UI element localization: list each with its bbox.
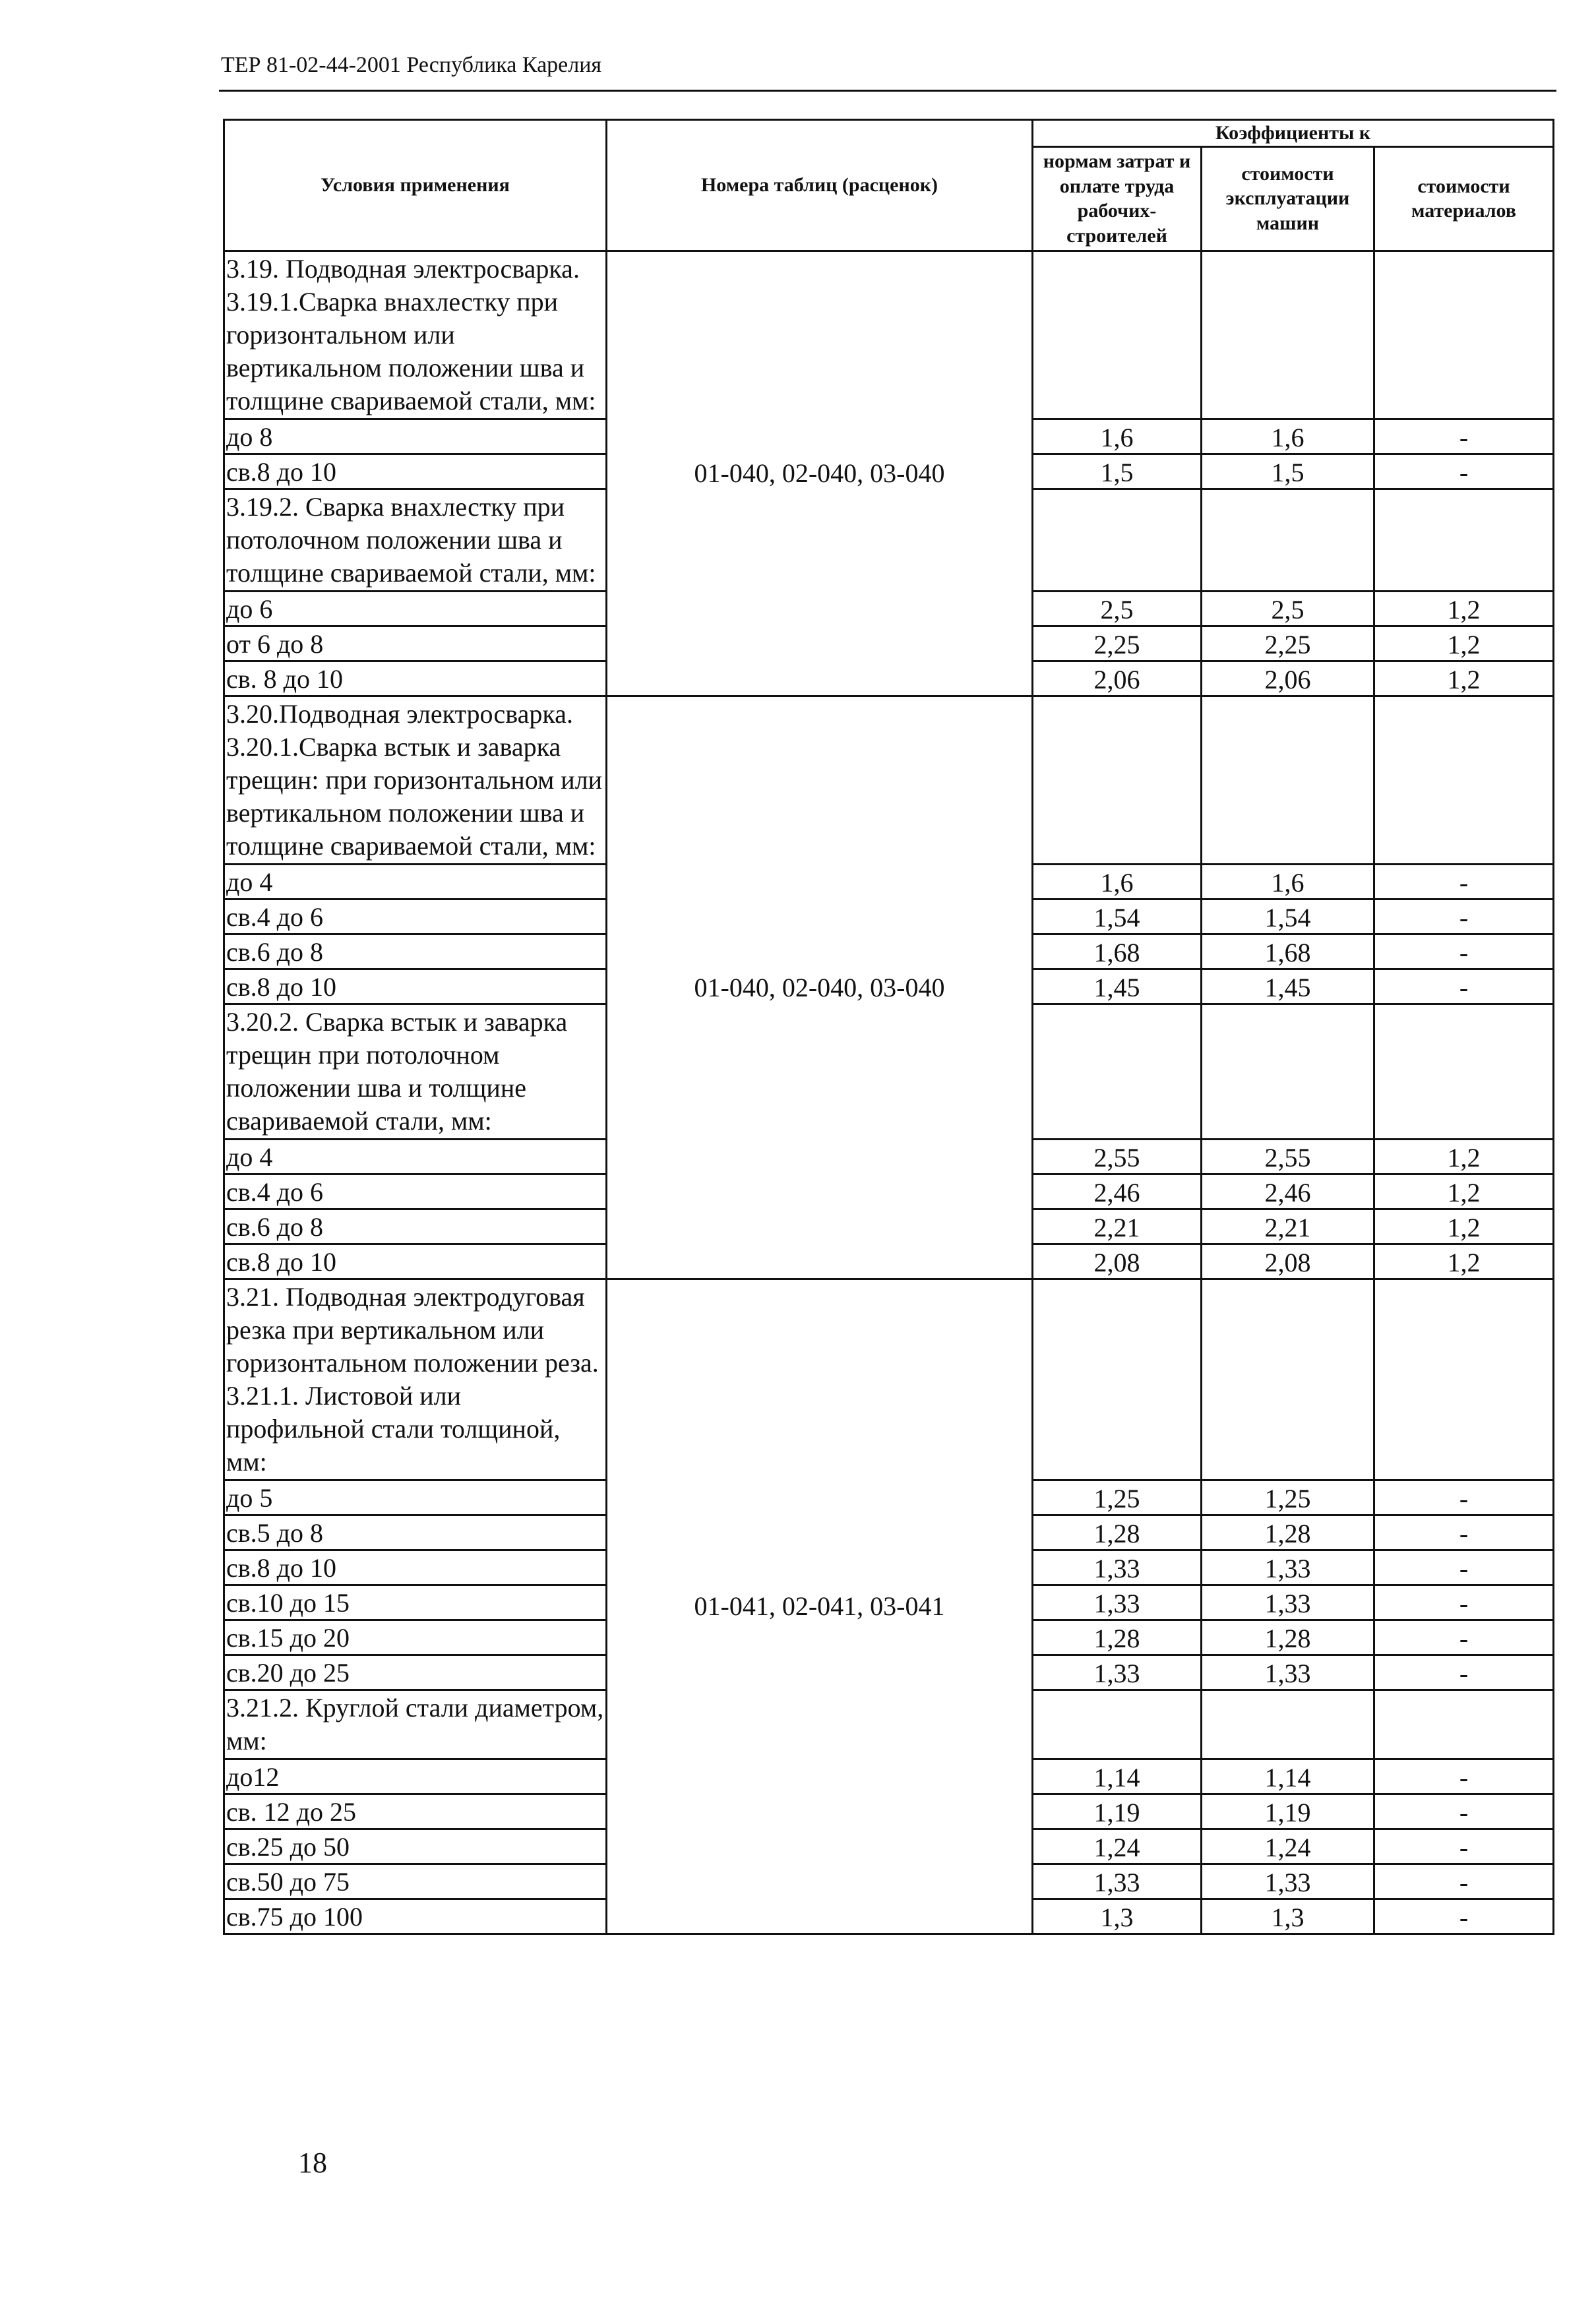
machines-coefficient-cell: 1,68	[1202, 934, 1374, 969]
labor-coefficient-cell	[1033, 251, 1202, 419]
condition-cell: 3.21.2. Круглой стали диаметром, мм:	[224, 1690, 607, 1759]
materials-coefficient-cell: 1,2	[1374, 1139, 1554, 1174]
machines-coefficient-cell: 2,25	[1202, 626, 1374, 661]
condition-cell: до 4	[224, 1139, 607, 1174]
labor-coefficient-cell: 1,28	[1033, 1620, 1202, 1655]
page-number: 18	[298, 2147, 327, 2179]
machines-coefficient-cell: 1,28	[1202, 1515, 1374, 1550]
condition-cell: до12	[224, 1759, 607, 1794]
materials-coefficient-cell: -	[1374, 1899, 1554, 1934]
machines-coefficient-cell: 2,21	[1202, 1209, 1374, 1244]
labor-coefficient-cell: 1,6	[1033, 419, 1202, 454]
table-row	[224, 1279, 1554, 1480]
materials-coefficient-cell: -	[1374, 454, 1554, 489]
document-header: ТЕР 81-02-44-2001 Республика Карелия	[221, 53, 602, 77]
condition-cell: 3.20.Подводная электросварка. 3.20.1.Сварка встык и заварка трещин: при горизонтальном или вертикальном положении шва и толщине свариваемой стали, мм:	[224, 696, 607, 864]
materials-coefficient-cell: 1,2	[1374, 591, 1554, 626]
table-numbers-cell: 01-040, 02-040, 03-040	[607, 251, 1033, 696]
machines-coefficient-cell: 1,19	[1202, 1794, 1374, 1829]
materials-coefficient-cell: -	[1374, 899, 1554, 934]
labor-coefficient-cell	[1033, 1279, 1202, 1480]
header-labor: нормам затрат и оплате труда рабочих-строителей	[1033, 146, 1202, 251]
condition-cell: св.10 до 15	[224, 1585, 607, 1620]
materials-coefficient-cell: 1,2	[1374, 1209, 1554, 1244]
materials-coefficient-cell: -	[1374, 969, 1554, 1004]
labor-coefficient-cell: 1,5	[1033, 454, 1202, 489]
labor-coefficient-cell: 1,33	[1033, 1655, 1202, 1690]
machines-coefficient-cell: 1,33	[1202, 1550, 1374, 1585]
machines-coefficient-cell: 1,6	[1202, 864, 1374, 899]
condition-cell: св. 12 до 25	[224, 1794, 607, 1829]
condition-cell: св.75 до 100	[224, 1899, 607, 1934]
machines-coefficient-cell: 1,14	[1202, 1759, 1374, 1794]
condition-cell: св.50 до 75	[224, 1864, 607, 1899]
labor-coefficient-cell: 2,08	[1033, 1244, 1202, 1279]
header-materials: стоимости материалов	[1374, 146, 1554, 251]
materials-coefficient-cell	[1374, 1690, 1554, 1759]
machines-coefficient-cell: 2,06	[1202, 661, 1374, 696]
materials-coefficient-cell: -	[1374, 1550, 1554, 1585]
condition-cell: св.8 до 10	[224, 1244, 607, 1279]
machines-coefficient-cell: 1,33	[1202, 1655, 1374, 1690]
labor-coefficient-cell	[1033, 1004, 1202, 1139]
machines-coefficient-cell	[1202, 1004, 1374, 1139]
labor-coefficient-cell: 1,25	[1033, 1480, 1202, 1515]
materials-coefficient-cell: -	[1374, 1829, 1554, 1864]
materials-coefficient-cell: 1,2	[1374, 626, 1554, 661]
machines-coefficient-cell: 2,46	[1202, 1174, 1374, 1209]
materials-coefficient-cell: -	[1374, 1759, 1554, 1794]
condition-cell: св.25 до 50	[224, 1829, 607, 1864]
condition-cell: св.20 до 25	[224, 1655, 607, 1690]
condition-cell: св.15 до 20	[224, 1620, 607, 1655]
header-coefficients: Коэффициенты к	[1033, 120, 1554, 147]
labor-coefficient-cell: 1,45	[1033, 969, 1202, 1004]
labor-coefficient-cell: 2,21	[1033, 1209, 1202, 1244]
labor-coefficient-cell: 1,19	[1033, 1794, 1202, 1829]
condition-cell: св.8 до 10	[224, 969, 607, 1004]
materials-coefficient-cell: 1,2	[1374, 1244, 1554, 1279]
labor-coefficient-cell: 2,46	[1033, 1174, 1202, 1209]
condition-cell: св.4 до 6	[224, 899, 607, 934]
labor-coefficient-cell: 1,54	[1033, 899, 1202, 934]
materials-coefficient-cell	[1374, 696, 1554, 864]
machines-coefficient-cell: 1,33	[1202, 1585, 1374, 1620]
condition-cell: от 6 до 8	[224, 626, 607, 661]
materials-coefficient-cell: 1,2	[1374, 1174, 1554, 1209]
machines-coefficient-cell: 1,54	[1202, 899, 1374, 934]
machines-coefficient-cell: 2,08	[1202, 1244, 1374, 1279]
machines-coefficient-cell: 1,24	[1202, 1829, 1374, 1864]
materials-coefficient-cell: -	[1374, 1655, 1554, 1690]
machines-coefficient-cell: 1,25	[1202, 1480, 1374, 1515]
materials-coefficient-cell	[1374, 1279, 1554, 1480]
condition-cell: до 8	[224, 419, 607, 454]
labor-coefficient-cell	[1033, 1690, 1202, 1759]
machines-coefficient-cell: 1,45	[1202, 969, 1374, 1004]
condition-cell: св.8 до 10	[224, 1550, 607, 1585]
materials-coefficient-cell: -	[1374, 1620, 1554, 1655]
materials-coefficient-cell: -	[1374, 934, 1554, 969]
condition-cell: 3.20.2. Сварка встык и заварка трещин при потолочном положении шва и толщине свариваемой стали, мм:	[224, 1004, 607, 1139]
coefficients-table	[223, 119, 1554, 1935]
labor-coefficient-cell: 1,33	[1033, 1550, 1202, 1585]
condition-cell: 3.21. Подводная электродуговая резка при вертикальном или горизонтальном положении реза. 3.21.1. Листовой или профильной стали толщиной, мм:	[224, 1279, 607, 1480]
labor-coefficient-cell	[1033, 696, 1202, 864]
machines-coefficient-cell: 1,6	[1202, 419, 1374, 454]
table-body	[224, 251, 1554, 1934]
materials-coefficient-cell: -	[1374, 419, 1554, 454]
condition-cell: св.6 до 8	[224, 934, 607, 969]
table-row	[224, 696, 1554, 864]
condition-cell: 3.19.2. Сварка внахлестку при потолочном положении шва и толщине свариваемой стали, мм:	[224, 489, 607, 591]
materials-coefficient-cell	[1374, 251, 1554, 419]
labor-coefficient-cell: 1,24	[1033, 1829, 1202, 1864]
machines-coefficient-cell	[1202, 696, 1374, 864]
materials-coefficient-cell: -	[1374, 1794, 1554, 1829]
materials-coefficient-cell: -	[1374, 1864, 1554, 1899]
machines-coefficient-cell: 1,5	[1202, 454, 1374, 489]
machines-coefficient-cell: 1,28	[1202, 1620, 1374, 1655]
condition-cell: до 6	[224, 591, 607, 626]
labor-coefficient-cell: 2,06	[1033, 661, 1202, 696]
labor-coefficient-cell: 1,33	[1033, 1585, 1202, 1620]
machines-coefficient-cell	[1202, 1279, 1374, 1480]
materials-coefficient-cell: -	[1374, 1480, 1554, 1515]
machines-coefficient-cell: 1,33	[1202, 1864, 1374, 1899]
condition-cell: до 5	[224, 1480, 607, 1515]
labor-coefficient-cell: 1,28	[1033, 1515, 1202, 1550]
machines-coefficient-cell: 2,5	[1202, 591, 1374, 626]
header-tables: Номера таблиц (расценок)	[607, 120, 1033, 251]
machines-coefficient-cell	[1202, 1690, 1374, 1759]
header-machines: стоимости эксплуатации машин	[1202, 146, 1374, 251]
table-row	[224, 251, 1554, 419]
materials-coefficient-cell: -	[1374, 1585, 1554, 1620]
header-conditions: Условия применения	[224, 120, 607, 251]
materials-coefficient-cell: -	[1374, 864, 1554, 899]
labor-coefficient-cell: 1,33	[1033, 1864, 1202, 1899]
labor-coefficient-cell: 2,55	[1033, 1139, 1202, 1174]
table-numbers-cell: 01-041, 02-041, 03-041	[607, 1279, 1033, 1934]
labor-coefficient-cell: 2,5	[1033, 591, 1202, 626]
materials-coefficient-cell	[1374, 1004, 1554, 1139]
materials-coefficient-cell	[1374, 489, 1554, 591]
machines-coefficient-cell: 1,3	[1202, 1899, 1374, 1934]
labor-coefficient-cell: 2,25	[1033, 626, 1202, 661]
labor-coefficient-cell	[1033, 489, 1202, 591]
materials-coefficient-cell: 1,2	[1374, 661, 1554, 696]
table-numbers-cell: 01-040, 02-040, 03-040	[607, 696, 1033, 1279]
labor-coefficient-cell: 1,14	[1033, 1759, 1202, 1794]
machines-coefficient-cell: 2,55	[1202, 1139, 1374, 1174]
condition-cell: 3.19. Подводная электросварка. 3.19.1.Сварка внахлестку при горизонтальном или вертикальном положении шва и толщине свариваемой стали, мм:	[224, 251, 607, 419]
header-divider	[219, 90, 1556, 92]
condition-cell: св.5 до 8	[224, 1515, 607, 1550]
condition-cell: св.8 до 10	[224, 454, 607, 489]
machines-coefficient-cell	[1202, 489, 1374, 591]
condition-cell: до 4	[224, 864, 607, 899]
labor-coefficient-cell: 1,68	[1033, 934, 1202, 969]
labor-coefficient-cell: 1,6	[1033, 864, 1202, 899]
machines-coefficient-cell	[1202, 251, 1374, 419]
condition-cell: св. 8 до 10	[224, 661, 607, 696]
labor-coefficient-cell: 1,3	[1033, 1899, 1202, 1934]
materials-coefficient-cell: -	[1374, 1515, 1554, 1550]
condition-cell: св.6 до 8	[224, 1209, 607, 1244]
condition-cell: св.4 до 6	[224, 1174, 607, 1209]
